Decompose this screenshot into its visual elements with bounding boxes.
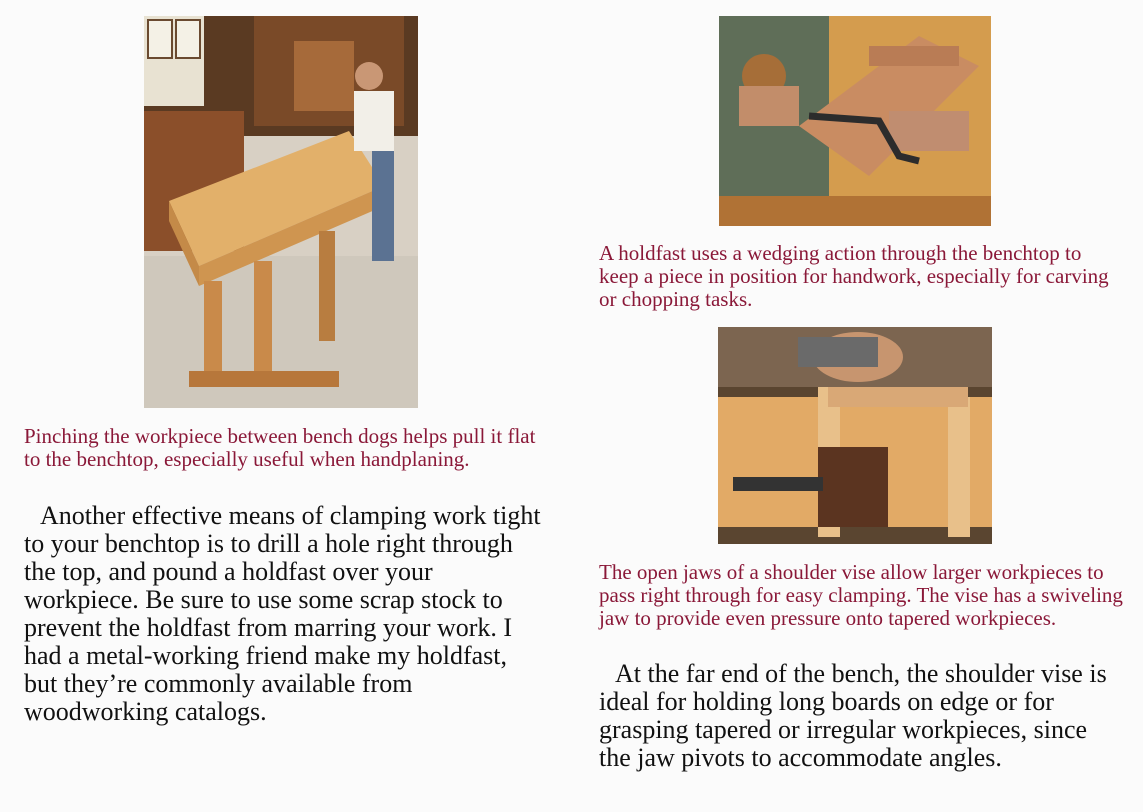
- shoulder-vise-paragraph: At the far end of the bench, the shoulder vise is ideal for holding long boards on edge or for grasping tapered or irregular workpieces, since the jaw pivots to accommodate angles.: [599, 659, 1107, 772]
- shoulder-vise-planing-image: [718, 327, 992, 544]
- shoulder-vise-caption: The open jaws of a shoulder vise allow larger workpieces to pass right through for easy clamping. The vise has a swiveling jaw to provide even pressure onto tapered workpieces.: [599, 560, 1123, 630]
- holdfast-caption: A holdfast uses a wedging action through the benchtop to keep a piece in position for handwork, especially for carving or chopping tasks.: [599, 241, 1109, 311]
- holdfast-chopping-image: [719, 16, 991, 226]
- shoulder-vise-photo: [718, 327, 992, 544]
- holdfast-photo: [719, 16, 991, 226]
- woodworker-planing-at-bench-image: [144, 16, 418, 408]
- holdfast-paragraph: Another effective means of clamping work tight to your benchtop is to drill a hole right through the top, and pound a holdfast over your workpiece. Be sure to use some scrap stock to prevent the holdfast from marring your work. I had a metal-working friend make my holdfast, but they’re commonly available from woodworking catalogs.: [24, 501, 541, 726]
- workbench-photo: [144, 16, 418, 408]
- bench-dogs-caption: Pinching the workpiece between bench dogs helps pull it flat to the benchtop, especially useful when handplaning.: [24, 424, 536, 471]
